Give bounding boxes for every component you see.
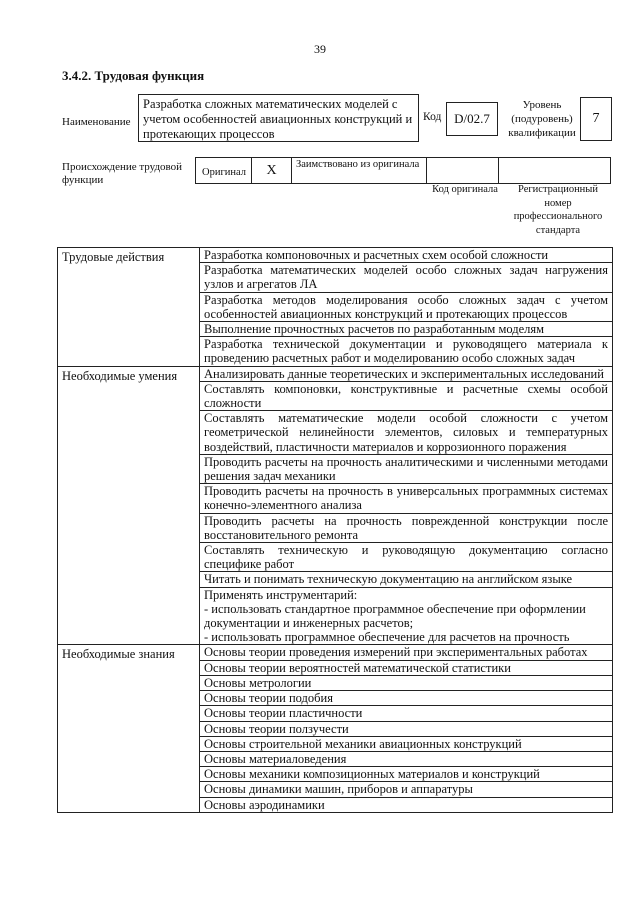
code-label: Код	[423, 111, 442, 123]
table-row: Основы строительной механики авиационных конструкций	[200, 736, 612, 751]
table-row: Основы теории пластичности	[200, 705, 612, 720]
table-row: Применять инструментарий: - использовать стандартное программное обеспечение при оформлении документации и инженерных расчетов; - использовать программное обеспечение для расчетов на прочность	[200, 587, 612, 645]
table-row: Читать и понимать техническую документацию на английском языке	[200, 571, 612, 586]
table-row: Анализировать данные теоретических и экспериментальных исследований	[204, 366, 604, 381]
original-code-caption: Код оригинала	[432, 184, 498, 195]
table-row: Составлять компоновки, конструктивные и расчетные схемы особой сложности	[200, 381, 612, 410]
level-value-box: 7	[580, 97, 612, 141]
table-row: Проводить расчеты на прочность аналитическими и численными методами решения задач механики	[200, 454, 612, 483]
registration-number-caption: Регистрационный номер профессионального стандарта	[513, 184, 603, 236]
table-row: Основы теории подобия	[200, 690, 612, 705]
labor-function-table	[57, 247, 613, 813]
table-row: Выполнение прочностных расчетов по разработанным моделям	[200, 321, 612, 336]
table-row: Основы теории проведения измерений при экспериментальных работах	[204, 645, 588, 660]
page-number: 39	[314, 42, 326, 56]
original-mark: X	[252, 158, 292, 183]
table-row: Основы механики композиционных материалов и конструкций	[200, 766, 612, 781]
table-row: Проводить расчеты на прочность поврежденной конструкции после восстановительного ремонта	[200, 513, 612, 542]
table-row: Проводить расчеты на прочность в универсальных программных системах конечно-элементного анализа	[200, 483, 612, 512]
table-row: Основы теории ползучести	[200, 721, 612, 736]
group-required-knowledge	[58, 644, 612, 811]
origin-table	[195, 157, 611, 184]
original-code-cell	[427, 158, 499, 183]
section-title: 3.4.2. Трудовая функция	[62, 68, 205, 83]
borrowed-label: Заимствовано из оригинала	[292, 158, 427, 183]
table-row: Разработка математических моделей особо сложных задач нагружения узлов и агрегатов ЛА	[200, 262, 612, 291]
group-labor-actions	[58, 248, 612, 366]
table-row: Основы аэродинамики	[200, 797, 612, 812]
table-row: Составлять математические модели особой сложности с учетом геометрической нелинейности элементов, силовых и температурных воздействий, пластичности материалов и коррозионного поражения	[200, 410, 612, 454]
table-row: Основы теории вероятностей математической статистики	[200, 660, 612, 675]
table-row: Разработка методов моделирования особо сложных задач с учетом особенностей авиационных конструкций и протекающих процессов	[200, 292, 612, 321]
table-row: Основы метрологии	[200, 675, 612, 690]
function-name-box: Разработка сложных математических моделей с учетом особенностей авиационных конструкций и протекающих процессов	[138, 94, 419, 142]
origin-label: Происхождение трудовой функции	[62, 161, 183, 186]
group-label: Необходимые умения	[58, 367, 200, 645]
table-row: Разработка компоновочных и расчетных схем особой сложности	[204, 248, 549, 262]
group-label: Необходимые знания	[58, 645, 200, 811]
group-label: Трудовые действия	[58, 248, 200, 366]
name-label: Наименование	[62, 116, 131, 128]
registration-number-cell	[499, 158, 610, 183]
table-row: Основы динамики машин, приборов и аппаратуры	[200, 781, 612, 796]
table-row: Основы материаловедения	[200, 751, 612, 766]
level-label: Уровень (подуровень) квалификации	[508, 99, 576, 139]
table-row: Составлять техническую и руководящую документацию согласно специфике работ	[200, 542, 612, 571]
code-value-box: D/02.7	[446, 102, 498, 136]
original-label: Оригинал	[196, 158, 252, 183]
group-required-skills	[58, 366, 612, 645]
table-row: Разработка технической документации и руководящего материала к проведению расчетных работ и моделированию особо сложных задач	[200, 336, 612, 365]
